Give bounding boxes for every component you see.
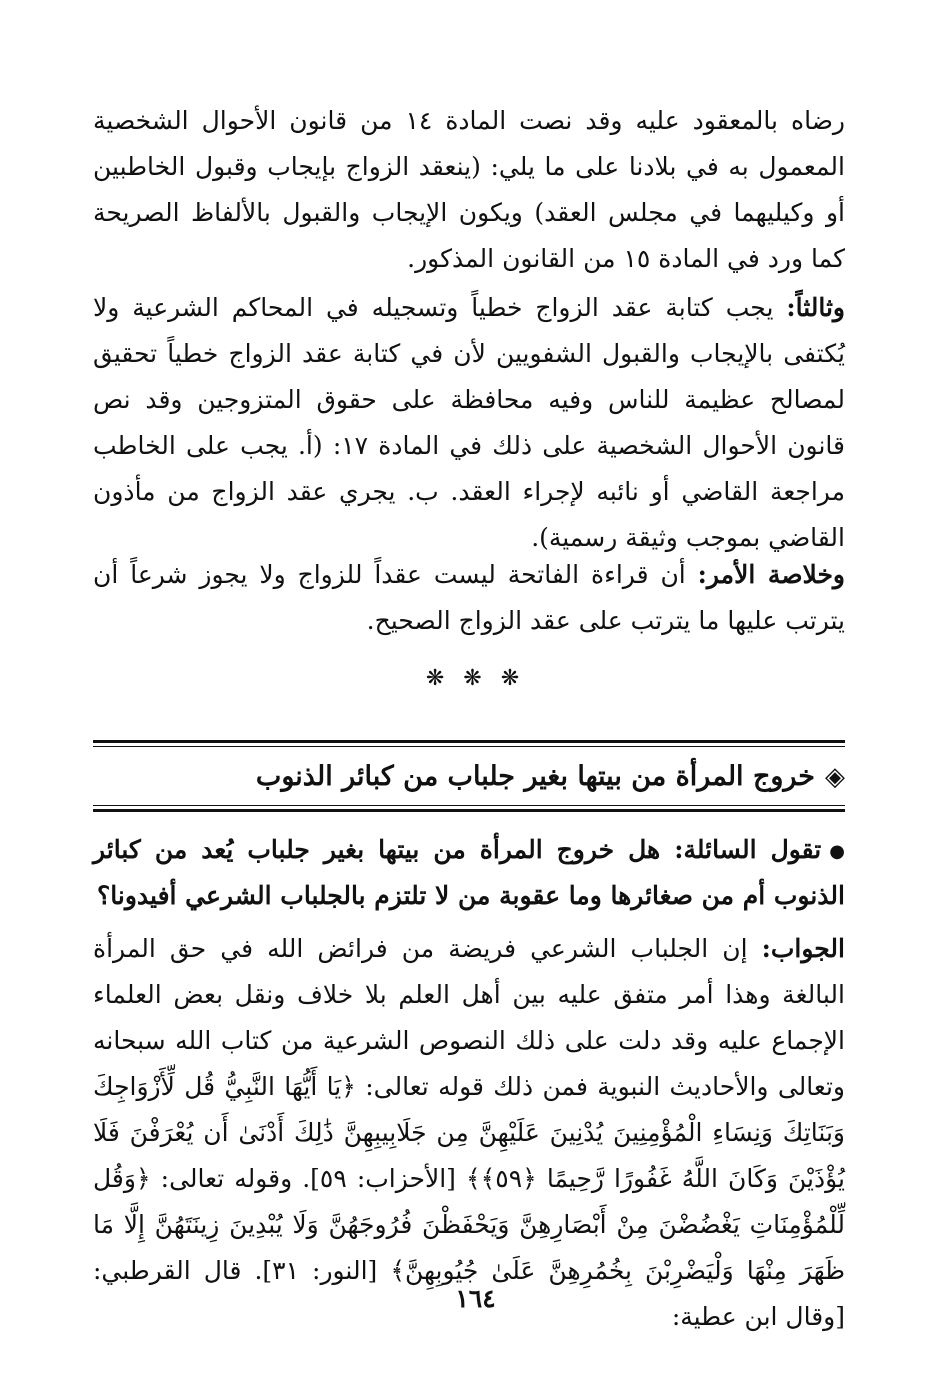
heading-top-rule-thin	[93, 746, 845, 747]
paragraph-text: أن قراءة الفاتحة ليست عقداً للزواج ولا يجوز شرعاً أن يترتب عليها ما يترتب على عقد الزواج الصحيح.	[93, 560, 845, 635]
verse-reference: [الأحزاب: ٥٩]. وقوله تعالى:	[150, 1164, 466, 1193]
paragraph-law-articles	[93, 98, 845, 282]
paragraph-lead: وثالثاً:	[786, 293, 845, 322]
heading-title: خروج المرأة من بيتها بغير جلباب من كبائر الذنوب	[255, 761, 815, 792]
paragraph-text: رضاه بالمعقود عليه وقد نصت المادة ١٤ من قانون الأحوال الشخصية المعمول به في بلادنا على ما يلي: (ينعقد الزواج بإيجاب وقبول الخاطبين أو وكيليهما في مجلس العقد) ويكون الإيجاب والقبول بالألفاظ الصريحة كما ورد في المادة ١٥ من القانون المذكور.	[93, 106, 846, 273]
paragraph-text: يجب كتابة عقد الزواج خطياً وتسجيله في المحاكم الشرعية ولا يُكتفى بالإيجاب والقبول الشفويين لأن في كتابة عقد الزواج خطياً تحقيق لمصالح عظيمة للناس وفيه محافظة على حقوق المتزوجين وقد نص قانون الأحوال الشخصية على ذلك في المادة ١٧: (أ. يجب على الخاطب مراجعة القاضي أو نائبه لإجراء العقد. ب. يجري عقد الزواج من مأذون القاضي بموجب وثيقة رسمية).	[93, 293, 846, 552]
bullet-icon: ●	[829, 840, 845, 862]
heading-bottom-rule-thin	[93, 805, 845, 806]
quran-verse-ahzab: ﴿يَا أَيُّهَا النَّبِيُّ قُل لِّأَزْوَاجِكَ وَبَنَاتِكَ وَنِسَاءِ الْمُؤْمِنِينَ يُدْنِينَ عَلَيْهِنَّ مِن جَلَابِيبِهِنَّ ذَٰلِكَ أَدْنَىٰ أَن يُعْرَفْنَ فَلَا يُؤْذَيْنَ وَكَانَ اللَّهُ غَفُورًا رَّحِيمًا ﴿٥٩﴾﴾	[93, 1072, 845, 1193]
answer-paragraph	[93, 926, 845, 1340]
section-heading	[93, 752, 845, 802]
question-text: تقول السائلة: هل خروج المرأة من بيتها بغير جلباب يُعد من كبائر الذنوب أم من صغائرها وما عقوبة من لا تلتزم بالجلباب الشرعي أفيدونا؟	[93, 835, 845, 910]
paragraph-lead: وخلاصة الأمر:	[697, 560, 846, 589]
verse-reference: [النور: ٣١]. قال القرطبي: [وقال ابن عطية:	[93, 1256, 845, 1331]
quran-verse-nur: ﴿وَقُل لِّلْمُؤْمِنَاتِ يَغْضُضْنَ مِنْ أَبْصَارِهِنَّ وَيَحْفَظْنَ فُرُوجَهُنَّ وَلَا يُبْدِينَ زِينَتَهُنَّ إِلَّا مَا ظَهَرَ مِنْهَا وَلْيَضْرِبْنَ بِخُمُرِهِنَّ عَلَىٰ جُيُوبِهِنَّ﴾	[93, 1164, 845, 1285]
section-separator: ❋ ❋ ❋	[425, 666, 526, 691]
answer-lead: الجواب:	[761, 934, 845, 963]
answer-text: إن الجلباب الشرعي فريضة من فرائض الله في حق المرأة البالغة وهذا أمر متفق عليه بين أهل العلم بلا خلاف ونقل بعض العلماء الإجماع عليه وقد دلت على ذلك النصوص الشرعية من كتاب الله سبحانه وتعالى والأحاديث النبوية فمن ذلك قوله تعالى:	[93, 934, 845, 1101]
diamond-icon: ◈	[825, 762, 845, 792]
page-number: ١٦٤	[455, 1284, 496, 1313]
paragraph-thirdly	[93, 285, 845, 561]
paragraph-conclusion	[93, 552, 845, 644]
question	[93, 828, 845, 918]
heading-top-rule	[93, 740, 845, 743]
heading-bottom-rule	[93, 809, 845, 812]
